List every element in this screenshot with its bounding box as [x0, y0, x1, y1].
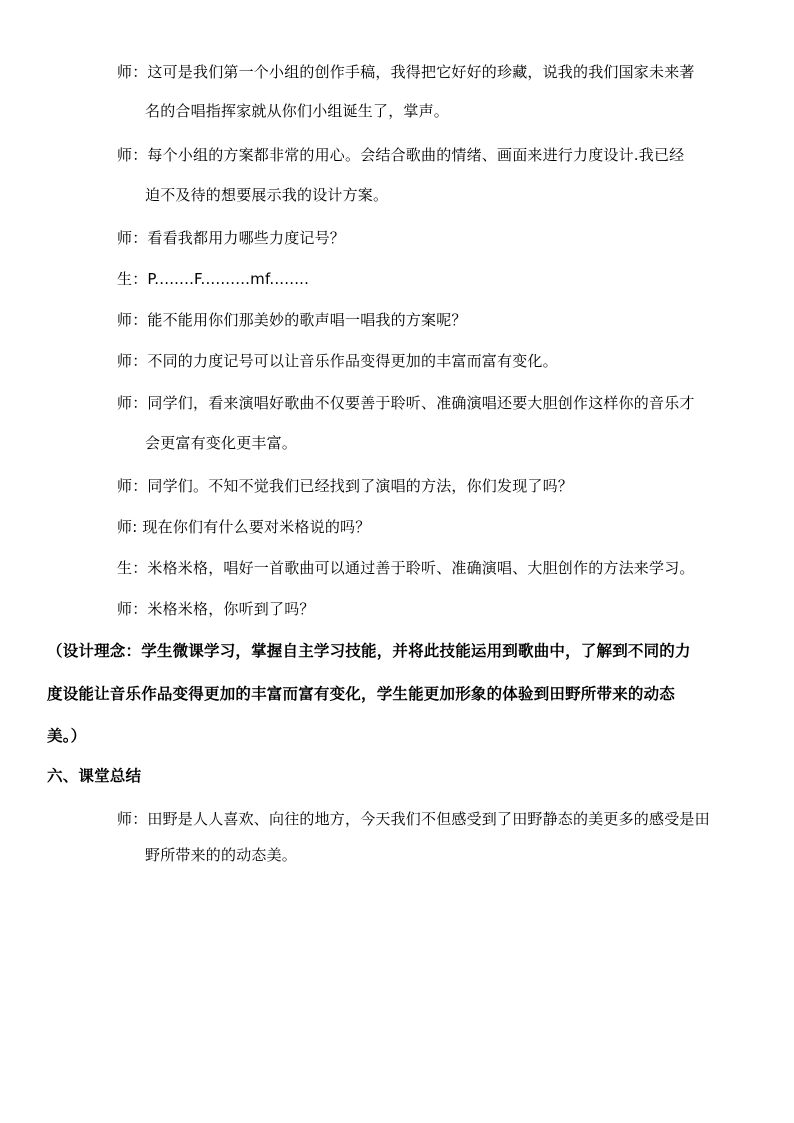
dialogue-line: 生：米格米格，唱好一首歌曲可以通过善于聆听、准确演唱、大胆创作的方法来学习。	[117, 559, 695, 577]
dialogue-line: 师：米格米格，你听到了吗？	[117, 600, 315, 618]
design-note-line: 美。）	[47, 727, 87, 745]
section-heading: 六、课堂总结	[47, 767, 142, 785]
dialogue-line: 师：这可是我们第一个小组的创作手稿，我得把它好好的珍藏，说我的我们国家未来著	[117, 63, 695, 81]
dialogue-line: 师：能不能用你们那美妙的歌声唱一唱我的方案呢？	[117, 311, 467, 329]
dialogue-line: 师：同学们。不知不觉我们已经找到了演唱的方法，你们发现了吗？	[117, 477, 574, 495]
dialogue-line: 迫不及待的想要展示我的设计方案。	[145, 186, 389, 204]
dialogue-line: 会更富有变化更丰富。	[145, 434, 298, 452]
dialogue-line: 师：看看我都用力哪些力度记号？	[117, 229, 346, 247]
summary-line: 师：田野是人人喜欢、向往的地方，今天我们不但感受到了田野静态的美更多的感受是田	[117, 810, 710, 828]
dialogue-line: 师：不同的力度记号可以让音乐作品变得更加的丰富而富有变化。	[117, 352, 558, 370]
dialogue-line: 名的合唱指挥家就从你们小组诞生了，掌声。	[145, 102, 450, 120]
design-note-line: （设计理念：学生微课学习，掌握自主学习技能，并将此技能运用到歌曲中，了解到不同的力	[47, 642, 691, 660]
dialogue-line: 师：每个小组的方案都非常的用心。会结合歌曲的情绪、画面来进行力度设计.我已经	[117, 146, 685, 164]
summary-line: 野所带来的的动态美。	[145, 846, 298, 864]
dialogue-line: 生：P........F..........mf........	[117, 270, 310, 288]
dialogue-line: 师: 现在你们有什么要对米格说的吗？	[117, 518, 371, 536]
design-note-line: 度设能让音乐作品变得更加的丰富而富有变化，学生能更加形象的体验到田野所带来的动态	[47, 685, 676, 703]
dialogue-line: 师：同学们，看来演唱好歌曲不仅要善于聆听、准确演唱还要大胆创作这样你的音乐才	[117, 394, 695, 412]
